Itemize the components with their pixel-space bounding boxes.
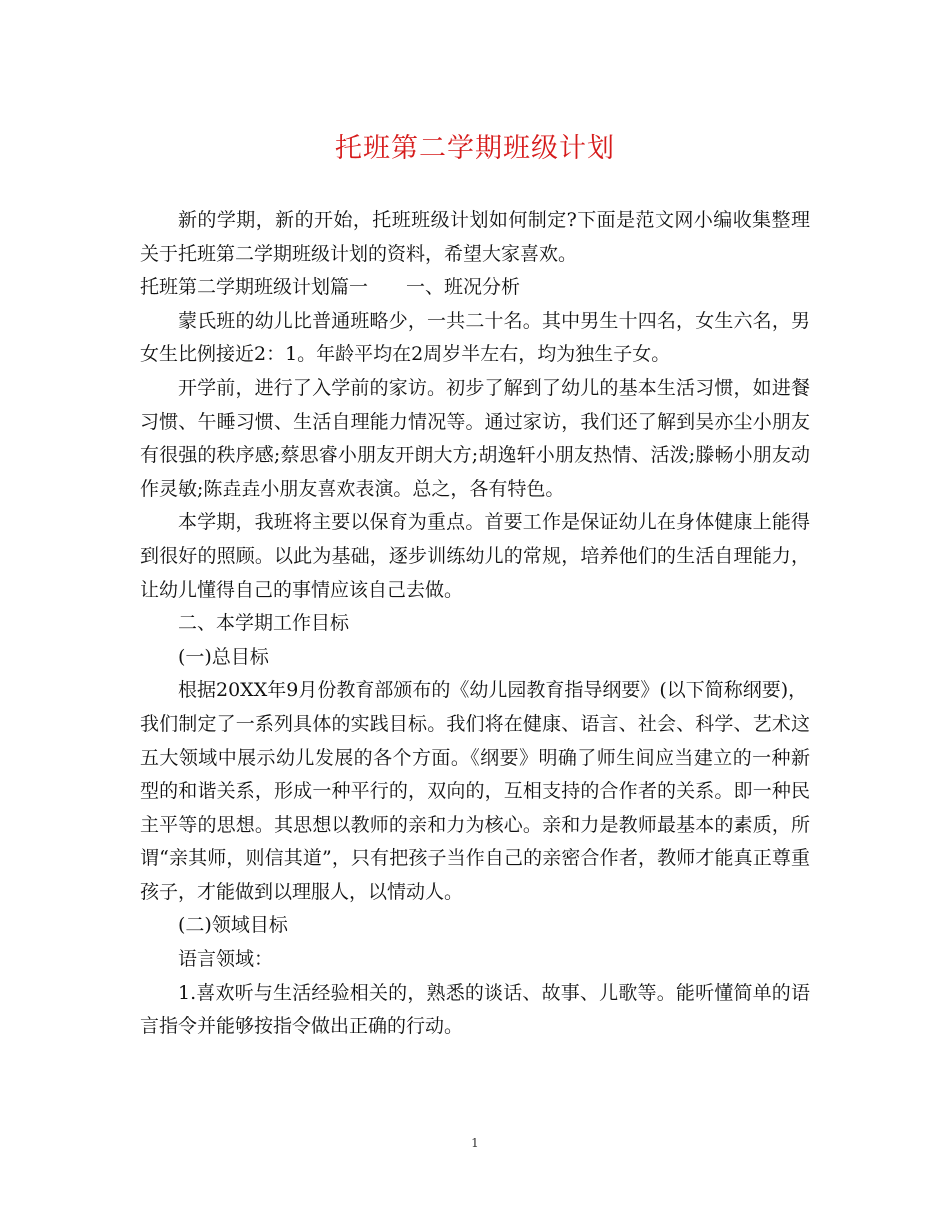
language-goal-item: 1.喜欢听与生活经验相关的，熟悉的谈话、故事、儿歌等。能听懂简单的语言指令并能够按指令做出正确的行动。 xyxy=(140,981,810,1038)
paragraph-home-visit: 开学前，进行了入学前的家访。初步了解到了幼儿的基本生活习惯，如进餐习惯、午睡习惯、生活自理能力情况等。通过家访，我们还了解到吴亦尘小朋友有很强的秩序感;蔡思睿小朋友开朗大方;胡逸轩小朋友热情、活泼;滕畅小朋友动作灵敏;陈垚垚小朋友喜欢表演。总之，各有特色。 xyxy=(140,376,810,500)
paragraph-class-size: 蒙氏班的幼儿比普通班略少，一共二十名。其中男生十四名，女生六名，男女生比例接近2：1。年龄平均在2周岁半左右，均为独生子女。 xyxy=(140,309,810,366)
document-body xyxy=(140,204,810,1044)
section-heading-line xyxy=(140,271,810,305)
overall-goal-heading: (一)总目标 xyxy=(178,645,269,668)
document-title: 托班第二学期班级计划 xyxy=(335,133,615,164)
paragraph-guideline-body: 我们制定了一系列具体的实践目标。我们将在健康、语言、社会、科学、艺术这五大领域中展示幼儿发展的各个方面。《纲要》明确了师生间应当建立的一种新型的和谐关系，形成一种平行的，双向的，互相支持的合作者的关系。即一种民主平等的思想。其思想以教师的亲和力为核心。亲和力是教师最基本的素质，所谓“亲其师，则信其道”，只有把孩子当作自己的亲密合作者，教师才能真正尊重孩子，才能做到以理服人，以情动人。 xyxy=(140,712,810,903)
class-analysis-heading: 一、班况分析 xyxy=(406,276,521,299)
goals-heading: 二、本学期工作目标 xyxy=(178,612,350,635)
intro-paragraph: 新的学期，新的开始，托班班级计划如何制定?下面是范文网小编收集整理关于托班第二学期班级计划的资料，希望大家喜欢。 xyxy=(140,209,810,265)
paragraph-guideline-start: 根据20XX年9月份教育部颁布的《幼儿园教育指导纲要》(以下简称纲要)， xyxy=(178,679,808,702)
page-number: 1 xyxy=(471,1136,479,1150)
paragraph-semester-focus: 本学期，我班将主要以保育为重点。首要工作是保证幼儿在身体健康上能得到很好的照顾。以此为基础，逐步训练幼儿的常规，培养他们的生活自理能力，让幼儿懂得自己的事情应该自己去做。 xyxy=(140,511,810,601)
language-domain-heading: 语言领域： xyxy=(178,948,274,971)
article-heading: 托班第二学期班级计划篇一 xyxy=(140,276,369,299)
domain-goal-heading: (二)领域目标 xyxy=(178,914,288,937)
